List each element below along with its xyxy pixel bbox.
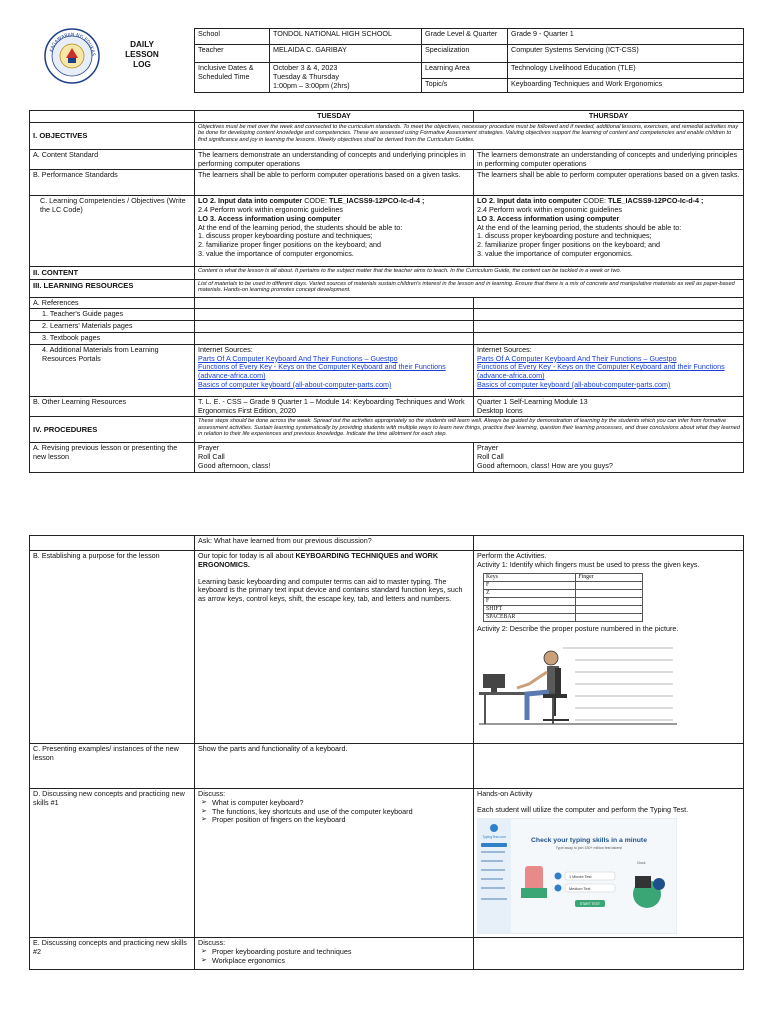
svg-text:START TEST: START TEST [579,901,601,906]
svg-text:Check your typing skills in a: Check your typing skills in a minute [531,836,647,844]
link-advance-africa[interactable]: Functions of Every Key - Keys on the Computer Keyboard and their Functions (advance-africa.com) [198,362,446,381]
day-header-tuesday: TUESDAY [195,111,474,123]
daily-lesson-log-title: DAILY LESSON LOG [125,40,159,69]
day-header-thursday: THURSDAY [474,111,744,123]
typing-test-screenshot [477,818,740,937]
svg-text:TypingTest.com: TypingTest.com [482,834,506,839]
lesson-table-page2: Ask: What have learned from our previous discussion? B. Establishing a purpose for the lesson Our topic for today is all about KEYBOARDING TECHNIQUES and WORK ERGONOMICS. Learning basic keyboarding and computer terms can aid to master typing. The keyboard is the primary text input device and contains standard function keys, such as arrow keys, control keys, shift, the escape key, tab, and letters and numbers. Perform the Activities. Activity 1: Identify which fingers must be used to press the given keys. Keys Finger F Z F SHIFT SPACEBAR Activity 2: Describe the proper posture numbered in the picture. C. Presenting examples/ instances of the new lesson Show the parts and functionality of a keyboard. D. Discussing new concepts and practicing new skills #1 Discuss: ➢ What is computer keyboard? ➢ The functions, key shortcuts and use of the computer keyboard ➢ Proper position of fingers on the keyboard Hands-on Activity Each student will utilize the computer and perform the Typing Test. TypingTest.com Check your typing skills in a minute Type away to join 150+ million test takers! 1 Minute Test Medium Text START TEST Clock E. Discussing concepts and practicing new skills #2 Discuss: ➢ Proper keyboarding posture and techniques ➢ Workplace ergonomics [29,535,744,970]
lesson-table-page1: TUESDAY THURSDAY I. OBJECTIVES Objectives must be met over the week and connected to the curriculum standards. To meet the objectives, necessary procedure must be followed and if needed, additional lessons, exercises, and remedial activities may be done for developing content knowledge and competencies. These are assessed using Formative Assessment strategies. Valuing objectives support the learning of content and competencies and enable children to find significance and joy in learning the lessons. Weekly objectives shall be derived from the Curriculum Guides. A. Content Standard The learners demonstrate an understanding of concepts and underlying principles in performing computer operations The learners demonstrate an understanding of concepts and underlying principles in performing computer operations B. Performance Standards The learners shall be able to perform computer operations based on a given tasks. The learners shall be able to perform computer operations based on a given tasks. C. Learning Competencies / Objectives (Write the LC Code) LO 2. Input data into computer CODE: TLE_IACSS9-12PCO-Ic-d-4 ; 2.4 Perform work within ergonomic guidelines LO 3. Access information using computer At the end of the learning period, the students should be able to: 1. discuss proper keyboarding posture and techniques; 2. familiarize proper finger positions on the keyboard; and 3. value the importance of computer ergonomics. LO 2. Input data into computer CODE: TLE_IACSS9-12PCO-Ic-d-4 ; 2.4 Perform work within ergonomic guidelines LO 3. Access information using computer At the end of the learning period, the students should be able to: 1. discuss proper keyboarding posture and techniques; 2. familiarize proper finger positions on the keyboard; and 3. value the importance of computer ergonomics. II. CONTENT Content is what the lesson is all about. It pertains to the subject matter that the teacher aims to teach. In the Curriculum Guide, the content can be tackled in a week or two. III. LEARNING RESOURCES List of materials to be used in different days. Varied sources of materials sustain children's interest in the lesson and in learning. Ensure that there is a mix of concrete and manipulative materials as well as paper-based materials. Hands-on learning promotes concept development. A. References 1. Teacher's Guide pages 2. Learners' Materials pages 3. Textbook pages 4. Additional Materials from Learning Resources Portals Internet Sources: Parts Of A Computer Keyboard And Their Functions – Guestpo Functions of Every Key - Keys on the Computer Keyboard and their Functions (advance-africa.com) Basics of computer keyboard (all-about-computer-parts.com) Internet Sources: Parts Of A Computer Keyboard And Their Functions – Guestpo Functions of Every Key - Keys on the Computer Keyboard and their Functions (advance-africa.com) Basics of computer keyboard (all-about-computer-parts.com) B. Other Learning Resources T. L. E. - CSS – Grade 9 Quarter 1 – Module 14: Keyboarding Techniques and Work Ergonomics First Edition, 2020 Quarter 1 Self-Learning Module 13 Desktop Icons IV. PROCEDURES These steps should be done across the week. Spread out the activities appropriately so the students will learn well. Always be guided by demonstration of learning by the students which you can infer from formative assessment activities. Sustain learning systematically by providing students with multiple ways to learn new things, practice their learning, question their learning processes, and draw conclusions about what they learned in relation to their life experiences and previous knowledge. Indicate the time allotment for each step. A. Revising previous lesson or presenting the new lesson Prayer Roll Call Good afternoon, class! Prayer Roll Call Good afternoon, class! How are you guys? [29,110,744,473]
svg-text:KAGAWARAN NG EDUKASYON: KAGAWARAN NG EDUKAS [49,32,96,57]
link-all-about-computer[interactable]: Basics of computer keyboard (all-about-computer-parts.com) [477,379,671,389]
svg-text:1 Minute Test: 1 Minute Test [569,874,592,879]
finger-keys-table: Keys Finger F Z F SHIFT SPACEBAR [483,573,643,622]
deped-seal-logo [44,28,100,84]
link-guestpo[interactable]: Parts Of A Computer Keyboard And Their Functions – Guestpo [477,353,677,363]
svg-text:Medium Text: Medium Text [569,886,591,891]
link-guestpo[interactable]: Parts Of A Computer Keyboard And Their Functions – Guestpo [198,353,398,363]
svg-text:Clock: Clock [637,860,646,865]
posture-illustration [477,636,740,731]
link-all-about-computer[interactable]: Basics of computer keyboard (all-about-computer-parts.com) [198,379,392,389]
link-advance-africa[interactable]: Functions of Every Key - Keys on the Computer Keyboard and their Functions (advance-africa.com) [477,362,725,381]
svg-text:Type away to join 150+ million: Type away to join 150+ million test takers! [555,845,623,850]
header-info-table: School TONDOL NATIONAL HIGH SCHOOL Grade Level & Quarter Grade 9 - Quarter 1 Teacher MELAIDA C. GARIBAY Specialization Computer Systems Servicing (ICT-CSS) Inclusive Dates & Scheduled Time October 3 & 4, 2023 Tuesday & Thursday 1:00pm – 3:00pm (2hrs) Learning Area Technology Livelihood Education (TLE) Topic/s Keyboarding Techniques and Work Ergonomics [194,28,744,93]
